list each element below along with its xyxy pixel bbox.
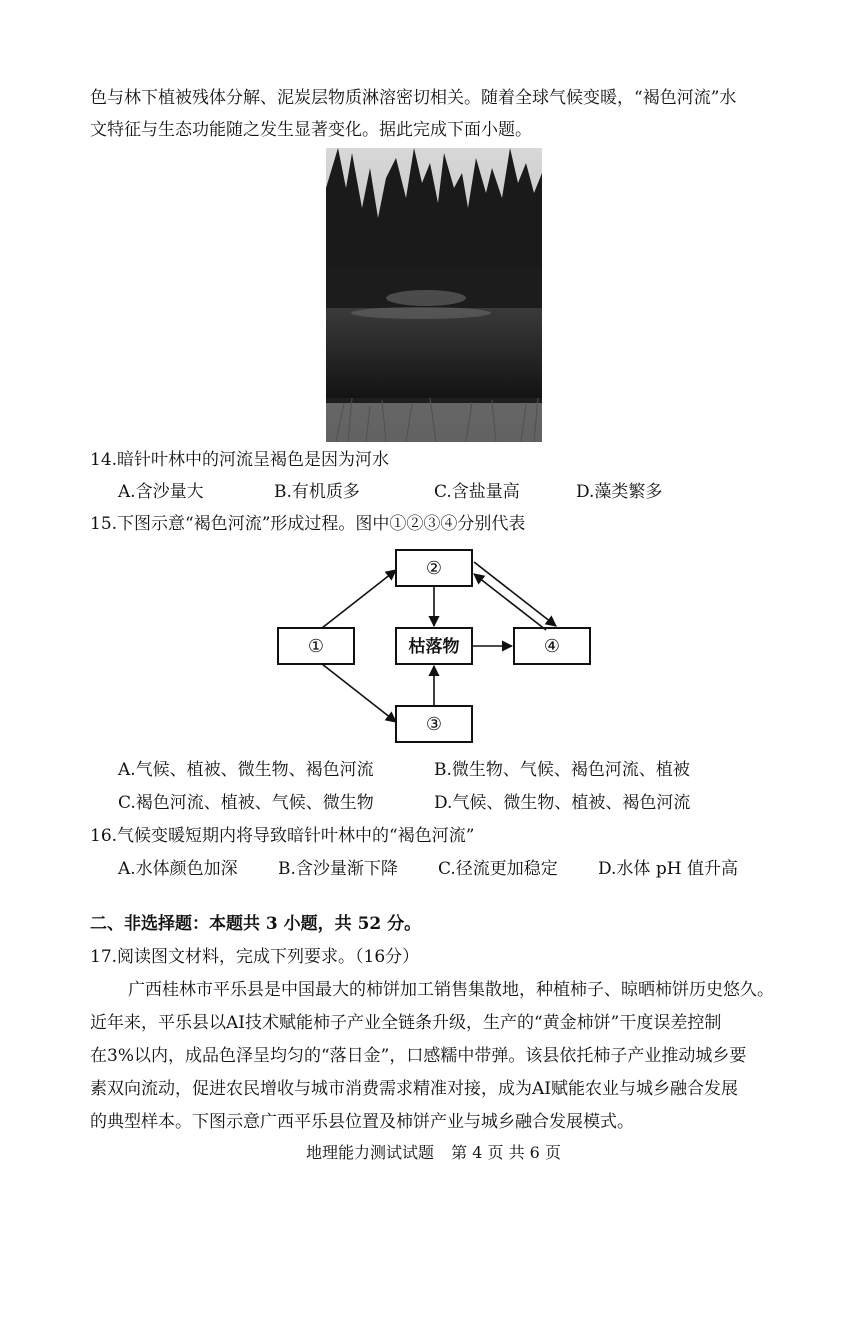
q17-stem: 17.阅读图文材料，完成下列要求。（16分） bbox=[90, 947, 420, 967]
q16-option-c[interactable]: C.径流更加稳定 bbox=[438, 859, 558, 879]
q14-stem: 14.暗针叶林中的河流呈褐色是因为河水 bbox=[90, 450, 390, 470]
node-1-label: ① bbox=[307, 636, 325, 657]
q17-paragraph-line-1: 广西桂林市平乐县是中国最大的柿饼加工销售集散地，种植柿子、晾晒柿饼历史悠久。 bbox=[128, 980, 774, 1000]
q16-option-a[interactable]: A.水体颜色加深 bbox=[118, 859, 238, 879]
node-2-label: ② bbox=[425, 558, 443, 579]
conifer-forest-river-photo bbox=[326, 148, 542, 442]
q15-stem: 15.下图示意“褐色河流”形成过程。图中①②③④分别代表 bbox=[90, 514, 526, 534]
intro-line-2: 文特征与生态功能随之发生显著变化。据此完成下面小题。 bbox=[90, 120, 532, 140]
q17-paragraph-line-4: 素双向流动，促进农民增收与城市消费需求精准对接，成为AI赋能农业与城乡融合发展 bbox=[90, 1079, 738, 1099]
arrow-1-to-3 bbox=[322, 664, 396, 722]
section-2-heading: 二、非选择题：本题共 3 小题，共 52 分。 bbox=[90, 914, 422, 934]
node-center-label: 枯落物 bbox=[408, 637, 460, 657]
footer-page-number: 第 4 页 共 6 页 bbox=[451, 1143, 561, 1162]
q15-option-c[interactable]: C.褐色河流、植被、气候、微生物 bbox=[118, 793, 374, 813]
intro-line-1: 色与林下植被残体分解、泥炭层物质淋溶密切相关。随着全球气候变暖，“褐色河流”水 bbox=[90, 88, 737, 108]
q15-option-d[interactable]: D.气候、微生物、植被、褐色河流 bbox=[434, 793, 691, 813]
q14-option-d[interactable]: D.藻类繁多 bbox=[576, 482, 663, 502]
page-footer bbox=[0, 1140, 867, 1163]
q14-option-b[interactable]: B.有机质多 bbox=[274, 482, 360, 502]
q15-option-a[interactable]: A.气候、植被、微生物、褐色河流 bbox=[118, 760, 374, 780]
q17-paragraph-line-5: 的典型样本。下图示意广西平乐县位置及柿饼产业与城乡融合发展模式。 bbox=[90, 1112, 634, 1132]
arrow-2-to-4 bbox=[474, 562, 556, 626]
q17-paragraph-line-3: 在3%以内，成品色泽呈均匀的“落日金”，口感糯中带弹。该县依托柿子产业推动城乡要 bbox=[90, 1046, 747, 1066]
q17-paragraph-line-2: 近年来，平乐县以AI技术赋能柿子产业全链条升级，生产的“黄金柿饼”干度误差控制 bbox=[90, 1013, 722, 1033]
node-4-label: ④ bbox=[543, 636, 561, 657]
arrow-4-to-2 bbox=[474, 574, 546, 630]
q16-stem: 16.气候变暖短期内将导致暗针叶林中的“褐色河流” bbox=[90, 826, 475, 846]
node-3-label: ③ bbox=[425, 714, 443, 735]
q16-option-b[interactable]: B.含沙量渐下降 bbox=[278, 859, 398, 879]
arrow-1-to-2 bbox=[322, 570, 396, 628]
q14-option-c[interactable]: C.含盐量高 bbox=[434, 482, 520, 502]
q15-option-b[interactable]: B.微生物、气候、褐色河流、植被 bbox=[434, 760, 690, 780]
footer-subject: 地理能力测试试题 bbox=[306, 1143, 435, 1162]
brown-river-formation-diagram bbox=[270, 548, 600, 748]
q16-option-d[interactable]: D.水体 pH 值升高 bbox=[598, 859, 738, 879]
q14-option-a[interactable]: A.含沙量大 bbox=[118, 482, 204, 502]
